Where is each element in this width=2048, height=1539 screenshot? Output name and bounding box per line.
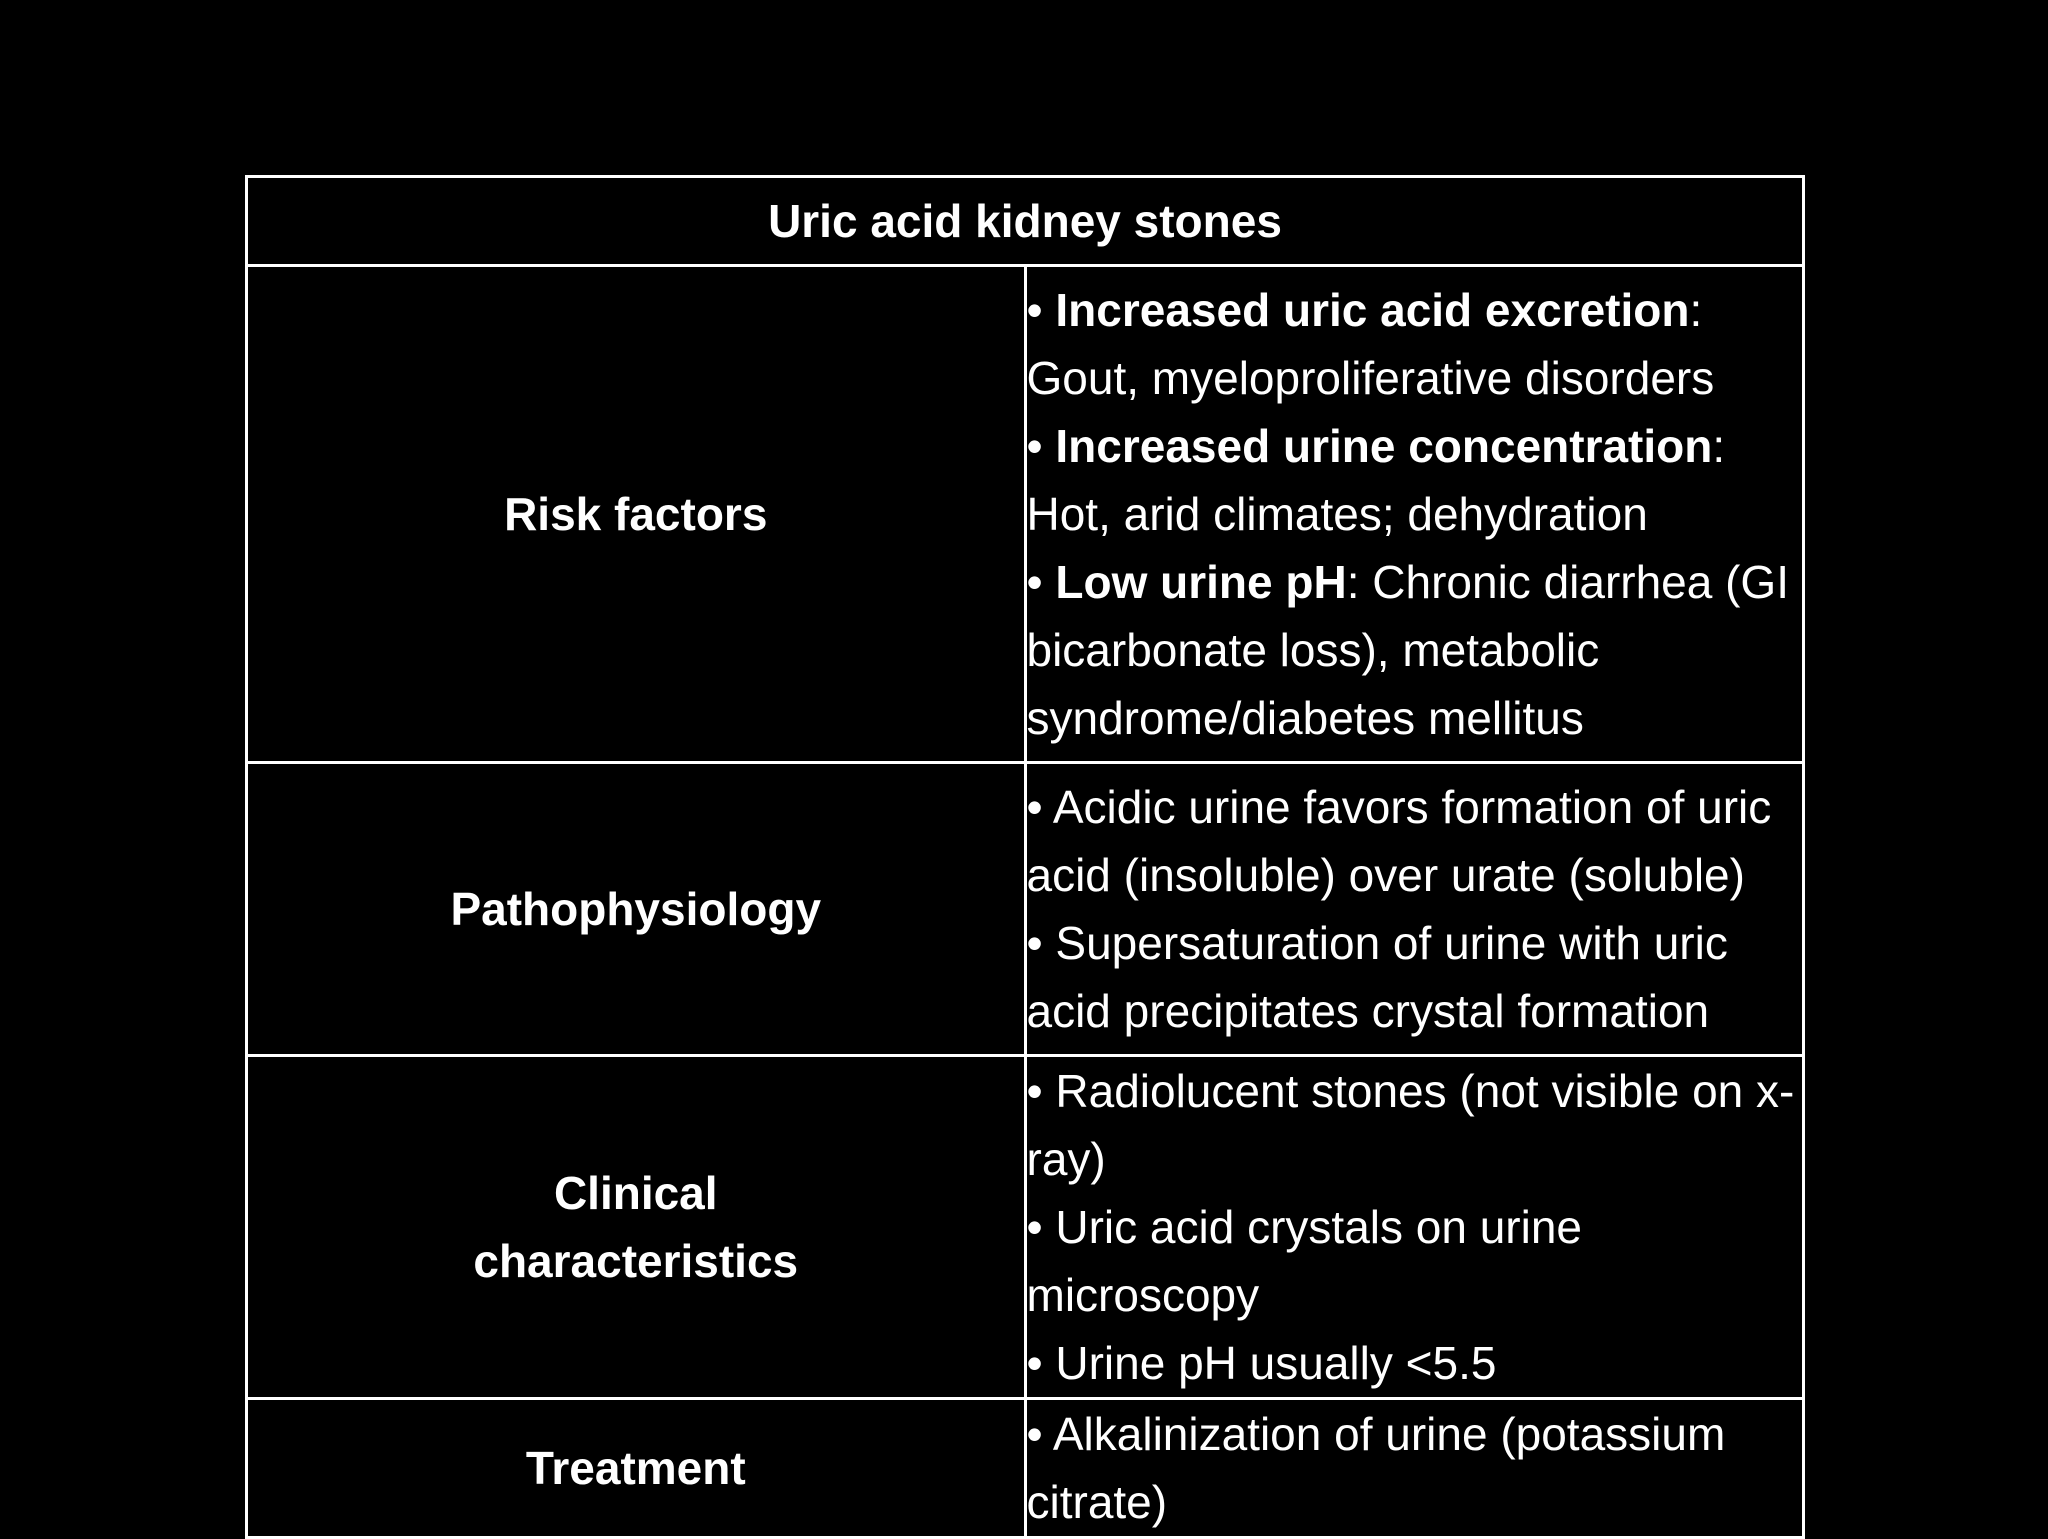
uric-acid-stones-table [245,175,1805,1539]
bullet: • [1026,556,1056,608]
row-label-risk-factors: Risk factors [247,266,1026,763]
item-text: Supersaturation of urine with uric acid precipitates crystal formation [1026,917,1728,1037]
table-row-treatment [247,1399,1804,1538]
item-text: : Hot, arid climates; dehydration [1026,420,1726,540]
bullet: • [1026,1337,1056,1389]
item-bold-term: Increased uric acid excretion [1055,284,1690,336]
row-content-pathophysiology [1025,763,1804,1056]
row-label-pathophysiology: Pathophysiology [247,763,1026,1056]
row-label-treatment: Treatment [247,1399,1026,1538]
row-label-line: characteristics [473,1235,799,1287]
item-text: : Chronic diarrhea (GI bicarbonate loss), metabolic syndrome/diabetes mellitus [1026,556,1789,744]
list-item [1027,276,1803,412]
bullet: • [1026,284,1056,336]
row-content-clinical-characteristics [1025,1056,1804,1399]
item-bold-term: Increased urine concentration [1055,420,1713,472]
item-text: : Gout, myeloproliferative disorders [1026,284,1715,404]
table-row-pathophysiology [247,763,1804,1056]
list-item [1027,1057,1803,1193]
bullet: • [1026,1408,1053,1460]
item-text: Urine pH usually <5.5 [1055,1337,1497,1389]
item-text: Acidic urine favors formation of uric acid (insoluble) over urate (soluble) [1026,781,1772,901]
table-row-clinical-characteristics [247,1056,1804,1399]
row-content-risk-factors [1025,266,1804,763]
bullet: • [1026,917,1056,969]
bullet: • [1026,1201,1056,1253]
row-label-line: Clinical [553,1167,718,1219]
list-item [1027,909,1803,1045]
item-text: Alkalinization of urine (potassium citrate) [1026,1408,1726,1528]
row-label-clinical-characteristics [247,1056,1026,1399]
list-item [1027,1329,1803,1397]
table-row-risk-factors [247,266,1804,763]
slide-frame [245,175,1805,1528]
item-bold-term: Low urine pH [1055,556,1347,608]
list-item [1027,548,1803,752]
item-text: Uric acid crystals on urine microscopy [1026,1201,1583,1321]
table-header-row [247,177,1804,266]
table-title: Uric acid kidney stones [247,177,1804,266]
list-item [1027,1193,1803,1329]
bullet: • [1026,420,1056,472]
list-item [1027,412,1803,548]
bullet: • [1026,781,1053,833]
item-text: Radiolucent stones (not visible on x-ray) [1026,1065,1795,1185]
list-item [1027,1400,1803,1536]
row-content-treatment [1025,1399,1804,1538]
bullet: • [1026,1065,1056,1117]
list-item [1027,773,1803,909]
